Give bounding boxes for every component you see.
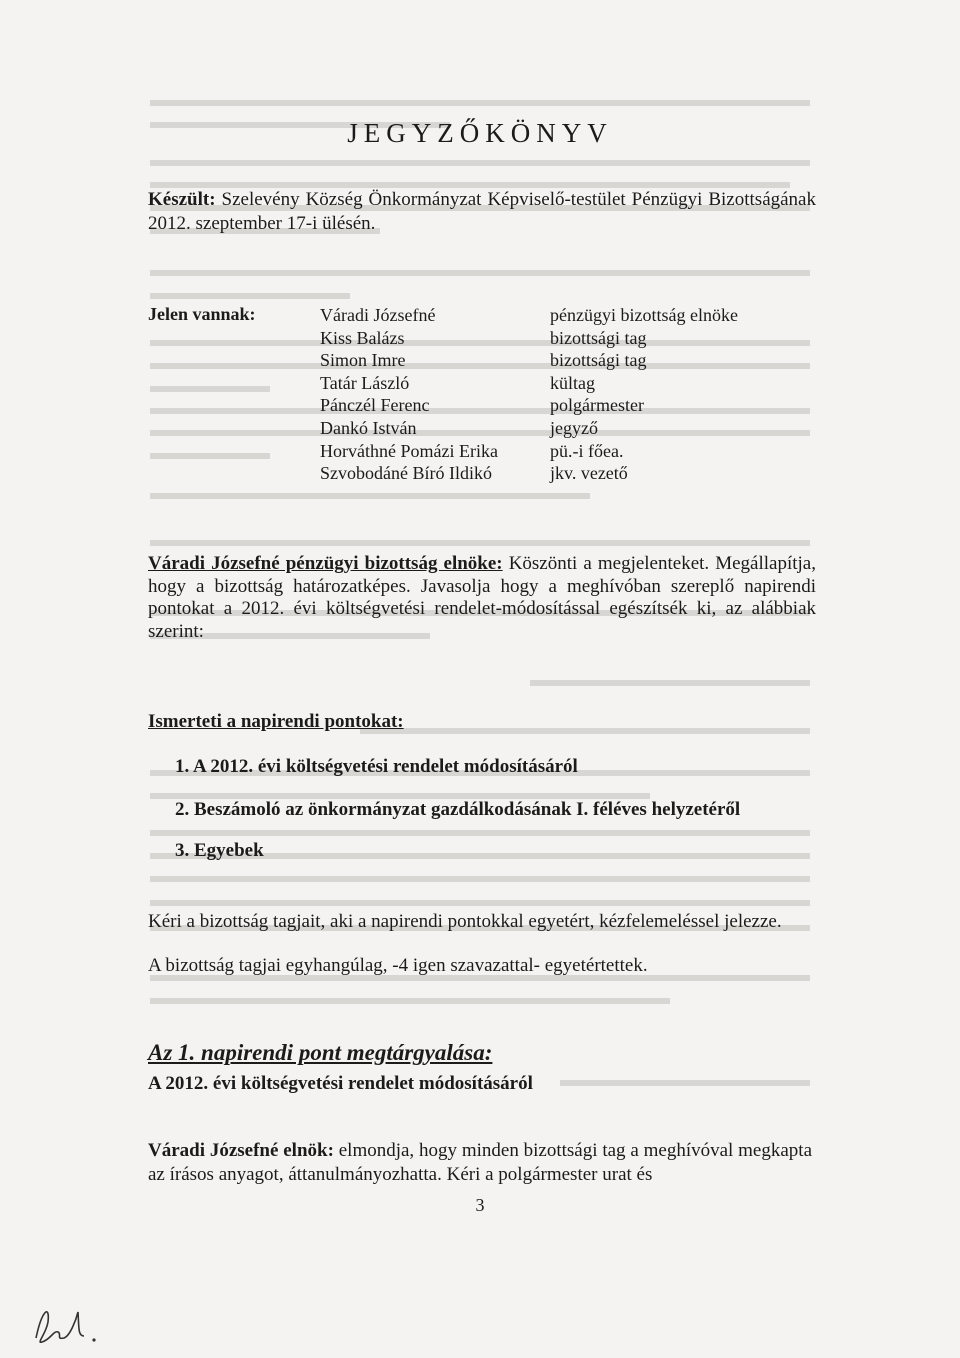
attendee-name: Váradi Józsefné	[320, 305, 436, 325]
attendees-label: Jelen vannak:	[148, 304, 256, 324]
vote-result: A bizottság tagjai egyhangúlag, -4 igen szavazattal- egyetértettek.	[148, 955, 648, 976]
attendee-name: Dankó István	[320, 417, 417, 438]
prepared-statement	[148, 188, 816, 236]
attendee-role: kültag	[550, 372, 595, 393]
opening-speaker: Váradi Józsefné pénzügyi bizottság elnöke:	[148, 553, 503, 574]
handwritten-initials	[28, 1300, 118, 1350]
attendee-names	[320, 304, 498, 485]
attendee-name: Horváthné Pomázi Erika	[320, 440, 498, 461]
section-text: elmondja, hogy minden bizottsági tag a meghívóval megkapta az írásos anyagot, áttanulmányozhatta. Kéri a polgármester urat és	[148, 1140, 812, 1185]
page-number: 3	[475, 1195, 485, 1215]
attendee-name: Simon Imre	[320, 350, 406, 371]
attendee-role: jegyző	[550, 417, 598, 438]
vote-request: Kéri a bizottság tagjait, aki a napirendi pontokkal egyetért, kézfelemeléssel jelezze.	[148, 911, 782, 932]
attendee-roles	[550, 304, 738, 485]
attendee-role: bizottsági tag	[550, 350, 647, 371]
attendee-role: pénzügyi bizottság elnöke	[550, 305, 738, 325]
section-paragraph	[148, 1139, 812, 1187]
attendee-role: polgármester	[550, 395, 644, 416]
agenda-item: 2. Beszámoló az önkormányzat gazdálkodásának I. féléves helyzetéről	[175, 799, 741, 820]
document-title: JEGYZŐKÖNYV	[347, 118, 613, 148]
agenda-heading: Ismerteti a napirendi pontokat:	[148, 711, 404, 732]
section-heading: Az 1. napirendi pont megtárgyalása:	[148, 1040, 493, 1065]
attendee-role: jkv. vezető	[550, 463, 628, 484]
prepared-label: Készült:	[148, 189, 216, 210]
attendee-name: Pánczél Ferenc	[320, 395, 430, 416]
attendee-role: pü.-i főea.	[550, 440, 624, 461]
section-speaker: Váradi Józsefné elnök:	[148, 1140, 334, 1161]
attendee-name: Szvobodáné Bíró Ildikó	[320, 463, 492, 484]
attendee-name: Tatár László	[320, 372, 410, 393]
agenda-item: 3. Egyebek	[175, 840, 264, 861]
section-subtitle: A 2012. évi költségvetési rendelet módosításáról	[148, 1073, 533, 1094]
attendee-name: Kiss Balázs	[320, 327, 405, 348]
opening-text: Köszönti a megjelenteket. Megállapítja, hogy a bizottság határozatképes. Javasolja hogy a meghívóban szereplő napirendi pontokat a 2012. évi költségvetési rendelet-módosítással egészítsék ki, az alábbiak szerint:	[148, 553, 816, 642]
attendee-role: bizottsági tag	[550, 327, 647, 348]
prepared-text: Szelevény Község Önkormányzat Képviselő-testület Pénzügyi Bizottságának 2012. szeptember 17-i ülésén.	[148, 189, 816, 234]
opening-paragraph	[148, 553, 816, 643]
agenda-item: 1. A 2012. évi költségvetési rendelet módosításáról	[175, 756, 578, 777]
